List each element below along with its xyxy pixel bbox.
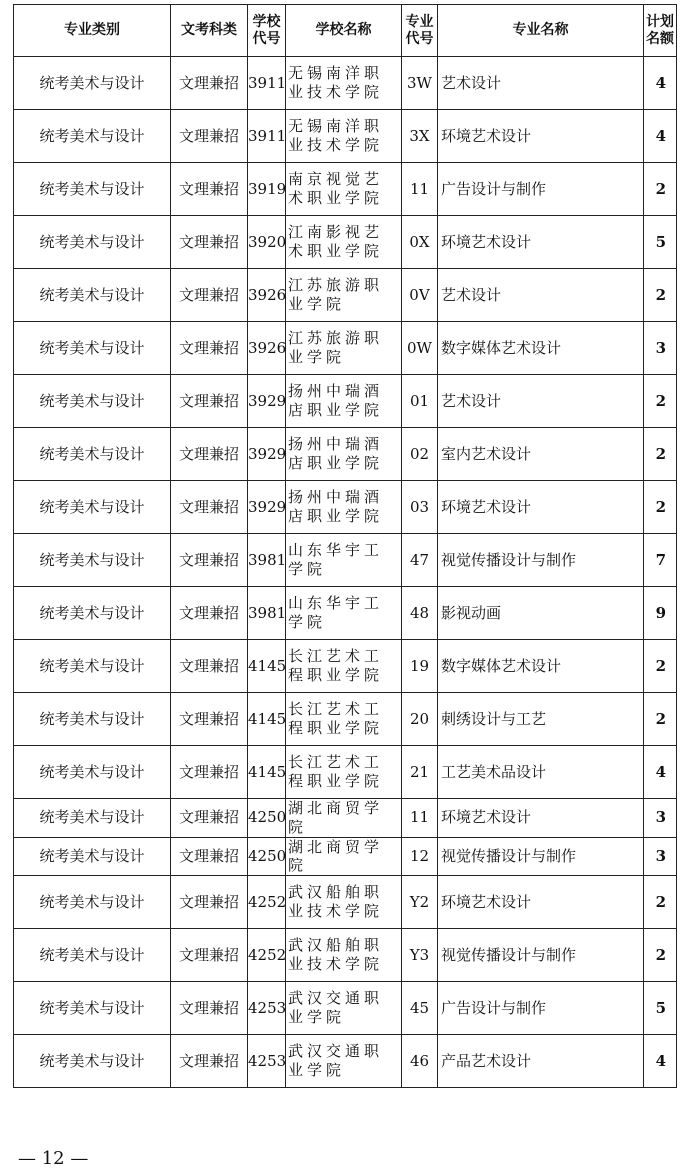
cell-subject: 文理兼招: [171, 746, 248, 799]
cell-category: 统考美术与设计: [14, 837, 171, 876]
cell-quota: 7: [644, 534, 677, 587]
cell-quota: 5: [644, 982, 677, 1035]
cell-major-code: 11: [402, 799, 438, 838]
table-row: [14, 982, 677, 1035]
cell-subject: 文理兼招: [171, 982, 248, 1035]
cell-school-code: 3926: [248, 269, 286, 322]
cell-school-code: 4145: [248, 640, 286, 693]
table-row: [14, 57, 677, 110]
header-school-code: 学校代号: [248, 5, 286, 57]
cell-quota: 2: [644, 375, 677, 428]
cell-category: 统考美术与设计: [14, 982, 171, 1035]
cell-major-name: 室内艺术设计: [438, 428, 644, 481]
cell-category: 统考美术与设计: [14, 534, 171, 587]
cell-school-code: 3911: [248, 57, 286, 110]
table-row: [14, 1035, 677, 1088]
cell-major-code: 45: [402, 982, 438, 1035]
cell-school-name: 长江艺术工程职业学院: [286, 640, 402, 693]
cell-major-name: 视觉传播设计与制作: [438, 534, 644, 587]
cell-major-code: Y3: [402, 929, 438, 982]
cell-major-code: 02: [402, 428, 438, 481]
cell-quota: 5: [644, 216, 677, 269]
cell-school-name: 武汉船舶职业技术学院: [286, 929, 402, 982]
cell-school-code: 3919: [248, 163, 286, 216]
cell-school-name: 无锡南洋职业技术学院: [286, 110, 402, 163]
cell-school-name: 江南影视艺术职业学院: [286, 216, 402, 269]
header-major-code: 专业代号: [402, 5, 438, 57]
cell-subject: 文理兼招: [171, 640, 248, 693]
cell-subject: 文理兼招: [171, 693, 248, 746]
cell-school-code: 4253: [248, 982, 286, 1035]
cell-category: 统考美术与设计: [14, 640, 171, 693]
cell-category: 统考美术与设计: [14, 929, 171, 982]
cell-category: 统考美术与设计: [14, 799, 171, 838]
table-row: [14, 428, 677, 481]
header-quota: 计划名额: [644, 5, 677, 57]
cell-major-name: 产品艺术设计: [438, 1035, 644, 1088]
cell-major-name: 广告设计与制作: [438, 163, 644, 216]
cell-major-code: 0X: [402, 216, 438, 269]
cell-school-name: 武汉交通职业学院: [286, 1035, 402, 1088]
header-subject: 文考科类: [171, 5, 248, 57]
cell-major-name: 视觉传播设计与制作: [438, 837, 644, 876]
cell-major-code: 0W: [402, 322, 438, 375]
table-row: [14, 640, 677, 693]
cell-school-name: 南京视觉艺术职业学院: [286, 163, 402, 216]
cell-school-code: 3929: [248, 428, 286, 481]
cell-subject: 文理兼招: [171, 375, 248, 428]
cell-subject: 文理兼招: [171, 587, 248, 640]
cell-quota: 2: [644, 876, 677, 929]
cell-major-code: 46: [402, 1035, 438, 1088]
table-row: [14, 322, 677, 375]
cell-major-name: 数字媒体艺术设计: [438, 322, 644, 375]
cell-major-name: 环境艺术设计: [438, 216, 644, 269]
cell-subject: 文理兼招: [171, 929, 248, 982]
cell-school-name: 无锡南洋职业技术学院: [286, 57, 402, 110]
cell-major-code: 03: [402, 481, 438, 534]
cell-subject: 文理兼招: [171, 876, 248, 929]
table-row: [14, 481, 677, 534]
header-major-name: 专业名称: [438, 5, 644, 57]
cell-category: 统考美术与设计: [14, 481, 171, 534]
cell-school-name: 山东华宇工学院: [286, 534, 402, 587]
table-row: [14, 876, 677, 929]
cell-quota: 2: [644, 929, 677, 982]
cell-quota: 4: [644, 110, 677, 163]
cell-major-name: 艺术设计: [438, 375, 644, 428]
table-row: [14, 163, 677, 216]
cell-major-name: 数字媒体艺术设计: [438, 640, 644, 693]
cell-major-name: 艺术设计: [438, 269, 644, 322]
cell-major-code: 19: [402, 640, 438, 693]
cell-major-name: 影视动画: [438, 587, 644, 640]
cell-category: 统考美术与设计: [14, 163, 171, 216]
cell-quota: 3: [644, 837, 677, 876]
table-row: [14, 929, 677, 982]
cell-school-code: 3926: [248, 322, 286, 375]
table-row: [14, 837, 677, 876]
cell-quota: 4: [644, 746, 677, 799]
table-row: [14, 110, 677, 163]
table-row: [14, 269, 677, 322]
table-row: [14, 375, 677, 428]
table-row: [14, 587, 677, 640]
cell-quota: 2: [644, 693, 677, 746]
cell-major-name: 环境艺术设计: [438, 876, 644, 929]
cell-major-code: 11: [402, 163, 438, 216]
cell-quota: 2: [644, 163, 677, 216]
cell-major-name: 工艺美术品设计: [438, 746, 644, 799]
cell-subject: 文理兼招: [171, 534, 248, 587]
cell-school-name: 江苏旅游职业学院: [286, 269, 402, 322]
cell-major-name: 环境艺术设计: [438, 799, 644, 838]
cell-subject: 文理兼招: [171, 269, 248, 322]
cell-major-code: 20: [402, 693, 438, 746]
cell-major-code: 12: [402, 837, 438, 876]
cell-major-code: 48: [402, 587, 438, 640]
cell-quota: 9: [644, 587, 677, 640]
cell-major-code: 3W: [402, 57, 438, 110]
cell-school-code: 4250: [248, 799, 286, 838]
cell-quota: 3: [644, 322, 677, 375]
cell-subject: 文理兼招: [171, 163, 248, 216]
cell-school-code: 3981: [248, 534, 286, 587]
cell-subject: 文理兼招: [171, 428, 248, 481]
cell-major-code: 47: [402, 534, 438, 587]
page-number: — 12 —: [18, 1148, 89, 1169]
cell-quota: 2: [644, 481, 677, 534]
cell-category: 统考美术与设计: [14, 428, 171, 481]
cell-school-code: 3929: [248, 481, 286, 534]
admission-plan-table-container: [13, 4, 676, 1088]
cell-school-code: 4253: [248, 1035, 286, 1088]
cell-school-name: 湖北商贸学院: [286, 799, 402, 838]
cell-quota: 4: [644, 57, 677, 110]
cell-category: 统考美术与设计: [14, 322, 171, 375]
cell-school-name: 武汉交通职业学院: [286, 982, 402, 1035]
cell-school-code: 3929: [248, 375, 286, 428]
cell-school-name: 长江艺术工程职业学院: [286, 693, 402, 746]
table-header-row: [14, 5, 677, 57]
cell-major-name: 环境艺术设计: [438, 481, 644, 534]
cell-subject: 文理兼招: [171, 837, 248, 876]
cell-major-name: 刺绣设计与工艺: [438, 693, 644, 746]
cell-category: 统考美术与设计: [14, 876, 171, 929]
header-category: 专业类别: [14, 5, 171, 57]
cell-category: 统考美术与设计: [14, 216, 171, 269]
table-body: [14, 57, 677, 1088]
cell-school-name: 长江艺术工程职业学院: [286, 746, 402, 799]
cell-subject: 文理兼招: [171, 322, 248, 375]
cell-category: 统考美术与设计: [14, 746, 171, 799]
cell-school-code: 4252: [248, 876, 286, 929]
cell-school-code: 4250: [248, 837, 286, 876]
cell-major-code: 3X: [402, 110, 438, 163]
cell-category: 统考美术与设计: [14, 110, 171, 163]
cell-subject: 文理兼招: [171, 481, 248, 534]
cell-major-code: 0V: [402, 269, 438, 322]
cell-school-name: 武汉船舶职业技术学院: [286, 876, 402, 929]
table-row: [14, 799, 677, 838]
cell-category: 统考美术与设计: [14, 1035, 171, 1088]
cell-quota: 4: [644, 1035, 677, 1088]
cell-school-code: 4145: [248, 693, 286, 746]
cell-category: 统考美术与设计: [14, 269, 171, 322]
cell-major-name: 环境艺术设计: [438, 110, 644, 163]
cell-school-name: 湖北商贸学院: [286, 837, 402, 876]
table-row: [14, 216, 677, 269]
admission-plan-table: [13, 4, 677, 1088]
cell-major-name: 艺术设计: [438, 57, 644, 110]
cell-school-name: 扬州中瑞酒店职业学院: [286, 481, 402, 534]
table-row: [14, 534, 677, 587]
cell-school-name: 江苏旅游职业学院: [286, 322, 402, 375]
cell-school-name: 扬州中瑞酒店职业学院: [286, 375, 402, 428]
cell-subject: 文理兼招: [171, 57, 248, 110]
cell-school-code: 4145: [248, 746, 286, 799]
cell-major-code: 01: [402, 375, 438, 428]
cell-major-code: Y2: [402, 876, 438, 929]
cell-category: 统考美术与设计: [14, 375, 171, 428]
cell-school-code: 3911: [248, 110, 286, 163]
cell-quota: 2: [644, 269, 677, 322]
cell-category: 统考美术与设计: [14, 57, 171, 110]
cell-quota: 2: [644, 428, 677, 481]
cell-subject: 文理兼招: [171, 216, 248, 269]
cell-school-code: 3981: [248, 587, 286, 640]
cell-major-name: 视觉传播设计与制作: [438, 929, 644, 982]
cell-quota: 2: [644, 640, 677, 693]
header-school-name: 学校名称: [286, 5, 402, 57]
cell-school-code: 3920: [248, 216, 286, 269]
table-row: [14, 746, 677, 799]
cell-category: 统考美术与设计: [14, 587, 171, 640]
cell-major-code: 21: [402, 746, 438, 799]
cell-major-name: 广告设计与制作: [438, 982, 644, 1035]
cell-subject: 文理兼招: [171, 110, 248, 163]
cell-quota: 3: [644, 799, 677, 838]
cell-subject: 文理兼招: [171, 1035, 248, 1088]
cell-school-name: 扬州中瑞酒店职业学院: [286, 428, 402, 481]
table-row: [14, 693, 677, 746]
cell-category: 统考美术与设计: [14, 693, 171, 746]
cell-subject: 文理兼招: [171, 799, 248, 838]
cell-school-name: 山东华宇工学院: [286, 587, 402, 640]
cell-school-code: 4252: [248, 929, 286, 982]
